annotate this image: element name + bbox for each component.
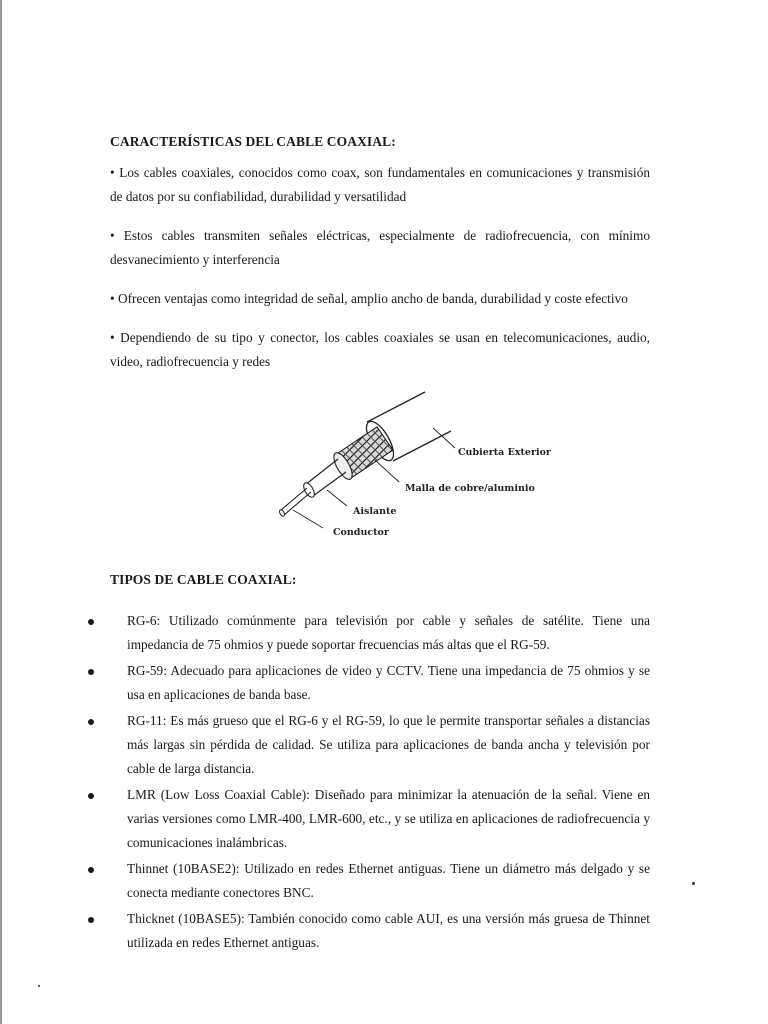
type-text: RG-11: Es más grueso que el RG-6 y el RG-59, lo que le permite transportar señales a distancias más largas sin pérdida de calidad. Se utiliza para aplicaciones de banda ancha y televisión por cable de larga distancia. — [127, 713, 650, 776]
characteristic-paragraph-3: • Ofrecen ventajas como integridad de señal, amplio ancho de banda, durabilidad y coste efectivo — [110, 291, 628, 306]
leader-line-insulator — [327, 490, 347, 506]
type-text: Thicknet (10BASE5): También conocido como cable AUI, es una versión más gruesa de Thinnet utilizada en redes Ethernet antiguas. — [127, 911, 650, 950]
types-heading: TIPOS DE CABLE COAXIAL: — [110, 572, 297, 587]
list-item — [110, 609, 650, 657]
list-item — [110, 907, 650, 955]
bullet-icon — [88, 917, 94, 923]
bullet-icon — [88, 619, 94, 625]
leader-line-mesh — [375, 460, 399, 482]
list-item — [110, 709, 650, 781]
label-mesh: Malla de cobre/aluminio — [405, 483, 535, 494]
bullet-icon — [88, 867, 94, 873]
leader-line-conductor — [293, 510, 323, 528]
characteristic-paragraph-4: • Dependiendo de su tipo y conector, los cables coaxiales se usan en telecomunicaciones, audio, video, radiofrecuencia y redes — [110, 330, 650, 369]
scan-speck — [38, 985, 40, 987]
type-text: RG-6: Utilizado comúnmente para televisión por cable y señales de satélite. Tiene una impedancia de 75 ohmios y puede soportar frecuencias más altas que el RG-59. — [127, 613, 650, 652]
type-text: Thinnet (10BASE2): Utilizado en redes Ethernet antiguas. Tiene un diámetro más delgado y se conecta mediante conectores BNC. — [127, 861, 650, 900]
scan-speck — [692, 882, 695, 885]
characteristic-paragraph-1: • Los cables coaxiales, conocidos como coax, son fundamentales en comunicaciones y transmisión de datos por su confiabilidad, durabilidad y versatilidad — [110, 165, 650, 204]
bullet-icon — [88, 793, 94, 799]
list-item — [110, 659, 650, 707]
characteristic-paragraph-2: • Estos cables transmiten señales eléctricas, especialmente de radiofrecuencia, con mínimo desvanecimiento y interferencia — [110, 228, 650, 267]
coaxial-cable-diagram — [275, 388, 575, 548]
type-text: LMR (Low Loss Coaxial Cable): Diseñado para minimizar la atenuación de la señal. Viene en varias versiones como LMR-400, LMR-600, etc., y se utiliza en aplicaciones de radiofrecuencia y comunicaciones inalámbricas. — [127, 787, 650, 850]
characteristics-heading: CARACTERÍSTICAS DEL CABLE COAXIAL: — [110, 134, 396, 149]
label-insulator: Aislante — [353, 506, 397, 517]
list-item — [110, 857, 650, 905]
cable-types-list — [110, 609, 650, 957]
list-item — [110, 783, 650, 855]
bullet-icon — [88, 669, 94, 675]
label-conductor: Conductor — [333, 527, 389, 538]
type-text: RG-59: Adecuado para aplicaciones de video y CCTV. Tiene una impedancia de 75 ohmios y se usa en aplicaciones de banda base. — [127, 663, 650, 702]
bullet-icon — [88, 719, 94, 725]
label-outer-jacket: Cubierta Exterior — [458, 447, 551, 458]
